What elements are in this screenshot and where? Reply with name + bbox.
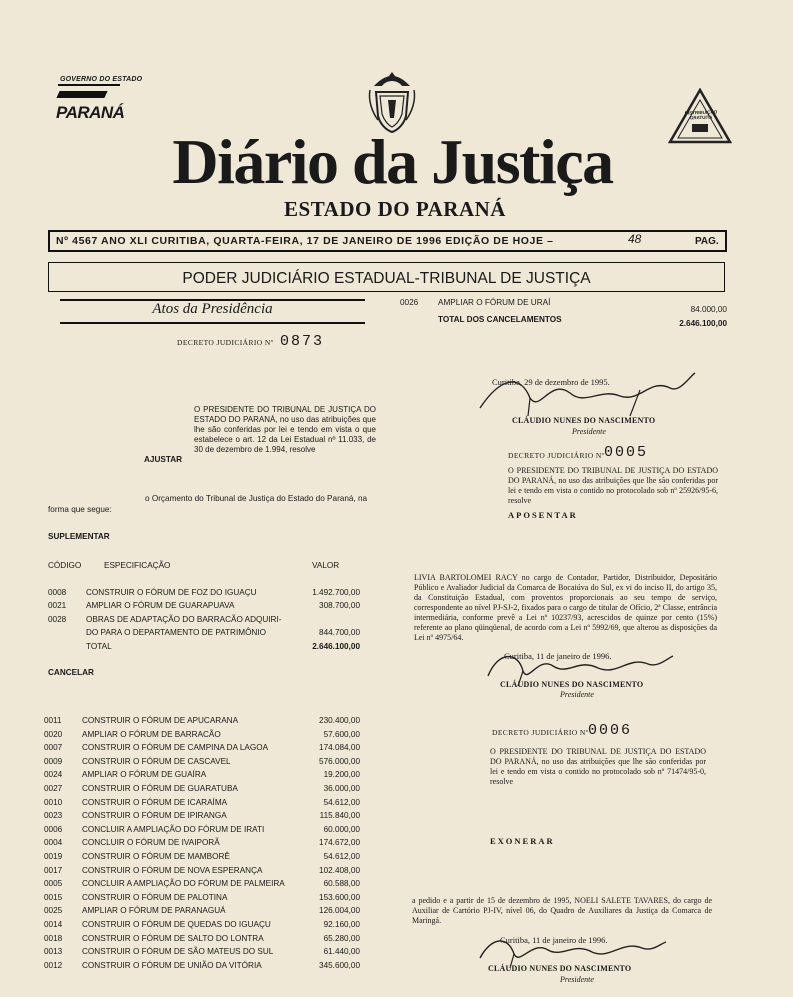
signature-2-role: Presidente: [560, 690, 594, 699]
suplementar-row: [48, 601, 368, 614]
aposentar-text: LIVIA BARTOLOMEI RACY no cargo de Contador, Partidor, Distribuidor, Depositário Público e Avaliador Judicial da Comarca de Bocaiúva do Sul, ex vi do inciso II, do artigo 35, da Constituição Estadual, com proventos proporcionais ao seu tempo de serviço, correspondente ao nível PJ-SJ-2, fixados para o cargo de titular de Ofício, 2ª Classe, entrância intermediária, conforme prevê a Lei nº 10237/93, acrescidos de quinze por cento (15%) referente ao plano qüinqüenal, de acordo com a Lei nº 5992/69, que alterou as disposições da Lei nº 4975/64.: [414, 573, 717, 642]
col-valor: VALOR: [312, 561, 340, 570]
cancelar-row: [44, 866, 364, 879]
newspaper-title: Diário da Justiça: [172, 126, 613, 197]
cancelar-row-code: 0012: [44, 960, 63, 970]
signature-1-role: Presidente: [572, 427, 606, 436]
cancelar-row-code: 0014: [44, 920, 63, 929]
suplementar-row-desc: DO PARA O DEPARTAMENTO DE PATRIMÔNIO: [86, 627, 266, 637]
cancelar-row-desc: CONSTRUIR O FÓRUM DE SÃO MATEUS DO SUL: [82, 947, 274, 957]
suplementar-row: [48, 615, 368, 628]
cancelar-row-desc: CONSTRUIR O FÓRUM DE APUCARANA: [82, 716, 239, 725]
exonerar-text: a pedido e a partir de 15 de dezembro de 1995, NOELI SALETE TAVARES, do cargo de Auxiliar de Cartório PJ-IV, nível 06, do Quadro de Auxiliares da Justiça da Comarca de Maringá.: [412, 896, 712, 925]
government-logo-name: PARANÁ: [56, 103, 125, 122]
cancelar-row: [44, 716, 364, 729]
cancelar-row-code: 0019: [44, 852, 63, 861]
cancelar-row: [44, 730, 364, 743]
cancelar-row: [44, 961, 364, 974]
cancelar-row: [44, 825, 364, 838]
total-value: 2.646.100,00: [312, 642, 360, 651]
exonerar-heading: EXONERAR: [490, 836, 555, 846]
cancelar-row-value: 230.400,00: [319, 716, 360, 725]
cancelar-row-value: 174.672,00: [319, 838, 360, 848]
decree-number: 0873: [280, 333, 325, 350]
cancelar-row-value: 92.160,00: [323, 920, 360, 929]
cancelar-row-code: 0010: [44, 797, 63, 807]
cancelar-row-value: 36.000,00: [323, 784, 360, 793]
decree-3-label: DECRETO JUDICIÁRIO Nº: [492, 728, 589, 737]
cancelar-row-code: 0020: [44, 729, 63, 739]
signature-1-place-date: Curitiba, 29 de dezembro de 1995.: [492, 377, 610, 387]
cancelar-row-desc: CONSTRUIR O FÓRUM DE NOVA ESPERANÇA: [82, 865, 263, 875]
decree-3-number: 0006: [588, 722, 633, 739]
cancelar-row-value: 60.588,00: [323, 879, 360, 889]
edition-pag-label: PAG.: [695, 236, 719, 247]
cancelar-row-value: 345.600,00: [319, 960, 360, 970]
suplementar-row-code: 0021: [48, 601, 67, 611]
cancelar-row-value: 60.000,00: [323, 824, 360, 834]
total-label: TOTAL: [86, 642, 112, 651]
cancelar-row-desc: CONCLUIR O FÓRUM DE IVAIPORÃ: [82, 838, 220, 848]
edition-line: Nº 4567 ANO XLI CURITIBA, QUARTA-FEIRA, 17 DE JANEIRO DE 1996 EDIÇÃO DE HOJE –: [56, 235, 554, 247]
cancelar-row-code: 0018: [44, 933, 63, 943]
decree-intro: O PRESIDENTE DO TRIBUNAL DE JUSTIÇA DO ESTADO DO PARANÁ, no uso das atribuições que lhe são conferidas por lei e tendo em vista o que estabelece o art. 12 da Lei Estadual nº 11.033, de 30 de dezembro de 1.994, resolve: [194, 405, 376, 454]
cancelar-row-code: 0006: [44, 824, 63, 834]
cancelar-row-value: 174.084,00: [319, 743, 360, 753]
cancelar-row-desc: CONCLUIR A AMPLIAÇÃO DO FÓRUM DE IRATI: [82, 824, 265, 834]
orcamento-line-2: forma que segue:: [48, 505, 112, 514]
cancelar-row-code: 0017: [44, 865, 63, 875]
decree-2-label: DECRETO JUDICIÁRIO Nº: [508, 451, 605, 460]
right-row-code: 0026: [400, 298, 419, 307]
suplementar-row-value: 1.492.700,00: [312, 588, 360, 597]
decree-3-intro: O PRESIDENTE DO TRIBUNAL DE JUSTIÇA DO ESTADO DO PARANÁ, no uso das atribuições que lhe são conferidas por lei e tendo em vista o contido no protocolado sob nº 71474/95-0, resolve: [490, 747, 706, 786]
cancelar-row: [44, 757, 364, 770]
suplementar-row-code: 0028: [48, 614, 67, 624]
cancelar-row-desc: CONSTRUIR O FÓRUM DE CASCAVEL: [82, 756, 231, 766]
cancelar-row-desc: AMPLIAR O FÓRUM DE PARANAGUÁ: [82, 906, 226, 916]
cancelar-row-desc: CONSTRUIR O FÓRUM DE CAMPINA DA LAGOA: [82, 743, 269, 753]
heading-rule-bottom: [60, 322, 365, 324]
newspaper-subtitle: ESTADO DO PARANÁ: [284, 197, 506, 221]
signature-2-place-date: Curitiba, 11 de janeiro de 1996.: [504, 651, 612, 661]
cancelar-row-desc: AMPLIAR O FÓRUM DE BARRACÃO: [82, 729, 221, 739]
cancelar-row: [44, 920, 364, 933]
orcamento-line-1: o Orçamento do Tribunal de Justiça do Estado do Paraná, na: [145, 494, 368, 503]
cancelar-row-code: 0027: [44, 784, 63, 793]
suplementar-row-code: 0008: [48, 588, 67, 597]
cancelar-row-value: 19.200,00: [323, 770, 360, 780]
cancelar-row-desc: CONSTRUIR O FÓRUM DE ICARAÍMA: [82, 797, 228, 807]
cancelar-row: [44, 743, 364, 756]
cancelar-row-value: 153.600,00: [319, 892, 360, 902]
edition-pages: 48: [628, 232, 642, 246]
cancelar-row-code: 0011: [44, 716, 62, 725]
cancelar-row-value: 54.612,00: [323, 852, 360, 861]
col-especificacao: ESPECIFICAÇÃO: [104, 561, 171, 570]
cancelar-row-value: 115.840,00: [319, 811, 360, 821]
seal-text: DISTRIBUIÇÃO GRATUITA: [684, 109, 718, 121]
government-logo-stripe: [56, 91, 107, 98]
col-codigo: CÓDIGO: [48, 561, 82, 570]
cancelar-row-desc: CONSTRUIR O FÓRUM DE QUEDAS DO IGUAÇU: [82, 920, 271, 929]
cancelar-row-code: 0005: [44, 879, 63, 889]
cancelar-heading: CANCELAR: [48, 668, 94, 677]
cancelar-row-code: 0024: [44, 770, 63, 780]
cancelar-row-code: 0025: [44, 906, 63, 916]
cancelar-row-desc: CONCLUIR A AMPLIAÇÃO DO FÓRUM DE PALMEIRA: [82, 879, 285, 889]
suplementar-table: [48, 588, 368, 642]
cancelar-row: [44, 770, 364, 783]
cancelar-row-value: 57.600,00: [323, 729, 360, 739]
cancelar-table: [44, 716, 364, 981]
total-cancelamentos-label: TOTAL DOS CANCELAMENTOS: [438, 315, 562, 324]
cancelar-row: [44, 879, 364, 892]
cancelar-row-value: 576.000,00: [319, 756, 360, 766]
signature-2-name: CLÁUDIO NUNES DO NASCIMENTO: [500, 680, 644, 689]
cancelar-row: [44, 906, 364, 919]
ajustar-heading: AJUSTAR: [144, 455, 183, 464]
section-heading: Atos da Presidência: [152, 301, 273, 317]
total-cancelamentos-value: 2.646.100,00: [679, 319, 727, 328]
cancelar-row-value: 126.004,00: [319, 906, 360, 916]
suplementar-row-desc: CONSTRUIR O FÓRUM DE FOZ DO IGUAÇU: [86, 588, 257, 597]
cancelar-row-value: 65.280,00: [323, 933, 360, 943]
signature-3-role: Presidente: [560, 975, 594, 984]
cancelar-row-code: 0004: [44, 838, 63, 848]
cancelar-row-value: 102.408,00: [319, 865, 360, 875]
decree-label: DECRETO JUDICIÁRIO Nº: [177, 338, 274, 347]
cancelar-row: [44, 798, 364, 811]
suplementar-row-desc: OBRAS DE ADAPTAÇÃO DO BARRACÃO ADQUIRI-: [86, 614, 282, 624]
government-logo-rule: [58, 84, 120, 86]
cancelar-row-code: 0015: [44, 892, 63, 902]
cancelar-row: [44, 838, 364, 851]
cancelar-row-code: 0013: [44, 947, 63, 957]
signature-1-name: CLÁUDIO NUNES DO NASCIMENTO: [512, 416, 656, 425]
right-row-value: 84.000,00: [690, 305, 727, 314]
cancelar-row-desc: AMPLIAR O FÓRUM DE GUAÍRA: [82, 770, 207, 780]
signature-3-name: CLÁUDIO NUNES DO NASCIMENTO: [488, 964, 632, 973]
right-row-desc: AMPLIAR O FÓRUM DE URAÍ: [438, 298, 551, 307]
cancelar-row-code: 0009: [44, 756, 63, 766]
suplementar-row: [48, 588, 368, 601]
suplementar-row-desc: AMPLIAR O FÓRUM DE GUARAPUAVA: [86, 601, 235, 611]
cancelar-row: [44, 811, 364, 824]
cancelar-row-desc: CONSTRUIR O FÓRUM DE GUARATUBA: [82, 784, 238, 793]
signature-3-place-date: Curitiba, 11 de janeiro de 1996.: [500, 935, 608, 945]
suplementar-row-value: 844.700,00: [319, 627, 360, 637]
suplementar-heading: SUPLEMENTAR: [48, 532, 110, 541]
government-label: GOVERNO DO ESTADO: [60, 76, 143, 83]
signature-1-scribble-icon: [470, 368, 700, 418]
cancelar-row: [44, 947, 364, 960]
cancelar-row-code: 0007: [44, 743, 63, 753]
cancelar-row-desc: CONSTRUIR O FÓRUM DE IPIRANGA: [82, 811, 227, 821]
cancelar-row-desc: CONSTRUIR O FÓRUM DE PALOTINA: [82, 892, 228, 902]
cancelar-row-code: 0023: [44, 811, 63, 821]
cancelar-row: [44, 934, 364, 947]
cancelar-row-desc: CONSTRUIR O FÓRUM DE SALTO DO LONTRA: [82, 933, 264, 943]
cancelar-row: [44, 893, 364, 906]
cancelar-row-value: 61.440,00: [323, 947, 360, 957]
section-title: PODER JUDICIÁRIO ESTADUAL-TRIBUNAL DE JUSTIÇA: [182, 270, 591, 287]
cancelar-row: [44, 852, 364, 865]
aposentar-heading: APOSENTAR: [508, 510, 578, 520]
decree-2-intro: O PRESIDENTE DO TRIBUNAL DE JUSTIÇA DO ESTADO DO PARANÁ, no uso das atribuições que lhe são conferidas por lei e tendo em vista o contido no protocolado sob nº 25926/95-6, resolve: [508, 466, 718, 505]
suplementar-row: [48, 628, 368, 641]
cancelar-row-value: 54.612,00: [323, 797, 360, 807]
decree-2-number: 0005: [604, 444, 649, 461]
cancelar-row-desc: CONSTRUIR O FÓRUM DE UNIÃO DA VITÓRIA: [82, 960, 262, 970]
cancelar-row-desc: CONSTRUIR O FÓRUM DE MAMBORÊ: [82, 852, 230, 861]
cancelar-row: [44, 784, 364, 797]
suplementar-row-value: 308.700,00: [319, 601, 360, 611]
